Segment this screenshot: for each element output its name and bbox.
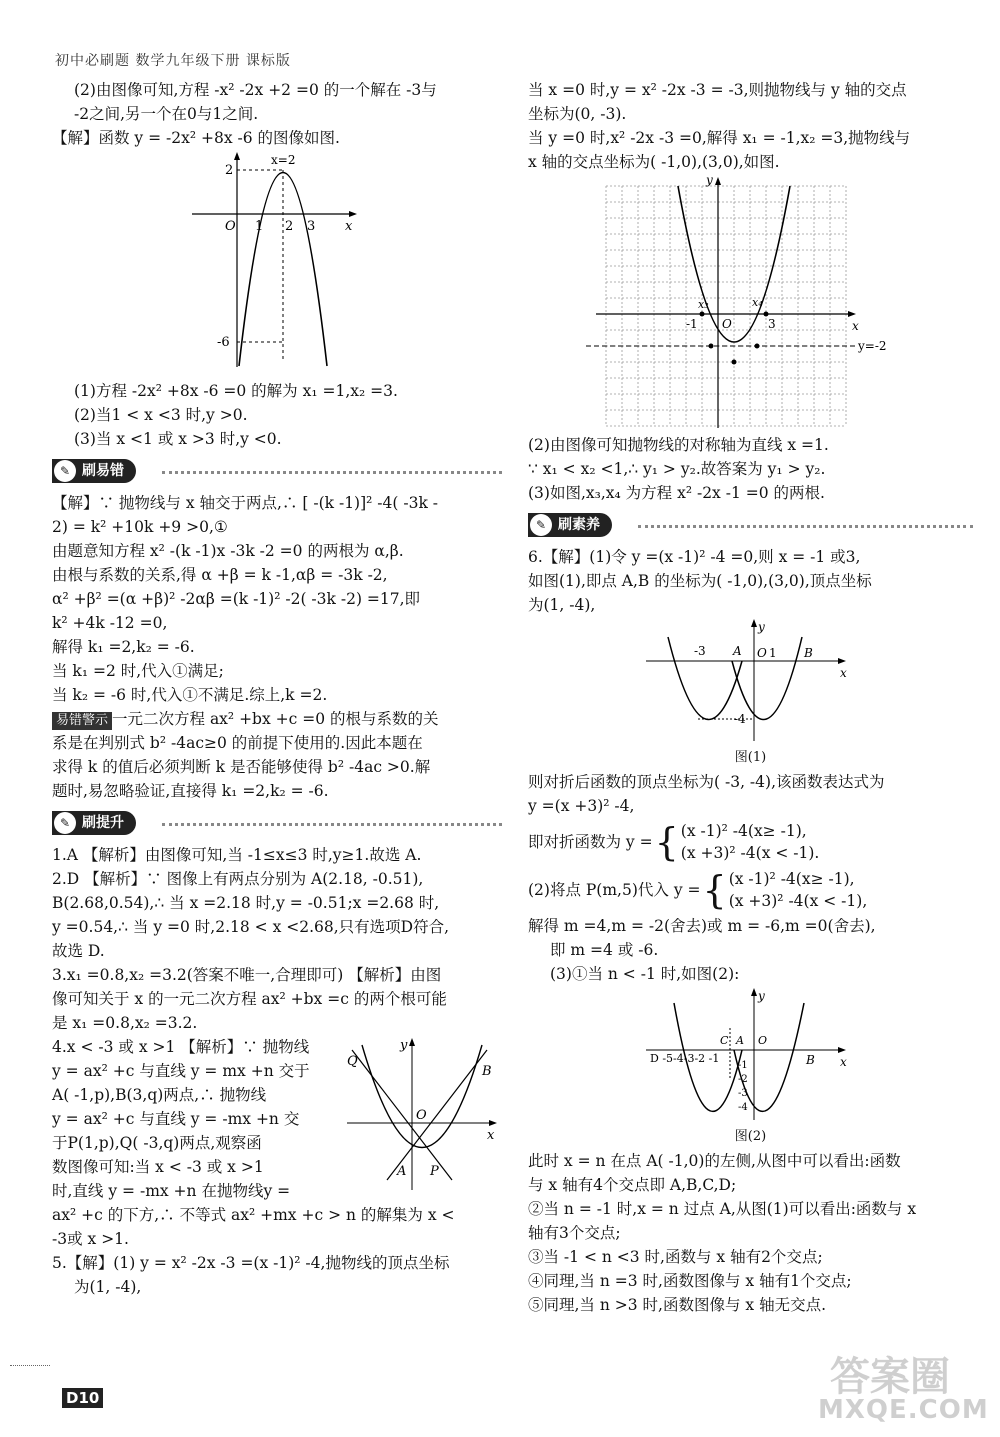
text-line: (2)将点 P(m,5)代入 y = xyxy=(528,881,701,899)
figure-fold-2 xyxy=(646,988,856,1123)
line-label: y=-2 xyxy=(857,339,887,353)
text-line: ④同理,当 n =3 时,函数图像与 x 轴有1个交点; xyxy=(528,1272,852,1290)
text-line: (2)当1 < x <3 时,y >0. xyxy=(74,406,248,424)
right-column xyxy=(528,78,973,1317)
text-line: (x +3)² -4(x < -1). xyxy=(680,844,820,862)
text-line: (x -1)² -4(x≥ -1), xyxy=(680,822,807,840)
text-line: A( -1,p),B(3,q)两点,∴ 抛物线 xyxy=(52,1086,267,1104)
text-line: 数图像可知:当 x < -3 或 x >1 xyxy=(52,1158,264,1176)
text-line: ⑤同理,当 n >3 时,函数图像与 x 轴无交点. xyxy=(528,1296,826,1314)
axis-label: y xyxy=(757,989,765,1003)
text-line: 为(1, -4), xyxy=(528,596,596,614)
figure-caption: 图(2) xyxy=(734,1129,767,1144)
tick-label: -1 xyxy=(737,1060,748,1071)
tick-label: 2 xyxy=(285,219,294,234)
origin-label: O xyxy=(225,219,236,234)
text-line: 如图(1),即点 A,B 的坐标为( -1,0),(3,0),顶点坐标 xyxy=(528,572,872,590)
point-label: C xyxy=(719,1034,728,1047)
text-line: 4.x < -3 或 x >1 【解析】∵ 抛物线 xyxy=(52,1038,310,1056)
text-line: 6.【解】(1)令 y =(x -1)² -4 =0,则 x = -1 或3, xyxy=(528,548,861,566)
text-line: 解得 k₁ =2,k₂ = -6. xyxy=(52,638,195,656)
text-line: 系是在判别式 b² -4ac≥0 的前提下使用的.因此本题在 xyxy=(52,734,423,752)
point-label: A xyxy=(732,644,742,658)
text-line: 此时 x = n 在点 A( -1,0)的左侧,从图中可以看出:函数 xyxy=(528,1152,901,1170)
text-line: y = ax² +c 与直线 y = mx +n 交于 xyxy=(52,1062,310,1080)
tick-label: -4 xyxy=(737,1102,748,1113)
text-line: 2) = k² +10k +9 >0,① xyxy=(52,518,228,536)
text-line: ③当 -1 < n <3 时,函数与 x 轴有2个交点; xyxy=(528,1248,823,1266)
text-line: 当 x =0 时,y = x² -2x -3 = -3,则抛物线与 y 轴的交点 xyxy=(528,81,907,99)
text-line: y =(x +3)² -4, xyxy=(528,797,635,815)
text-line: 是 x₁ =0.8,x₂ =3.2. xyxy=(52,1014,198,1032)
figure-q5-grid-parabola xyxy=(586,176,916,431)
axis-label: y xyxy=(400,1038,408,1053)
text-line: α² +β² =(α +β)² -2αβ =(k -1)² -2( -3k -2) =17,即 xyxy=(52,590,421,608)
left-column xyxy=(52,78,502,1299)
warning-label: 易错警示 xyxy=(52,712,112,730)
figure-q4 xyxy=(342,1035,502,1195)
text-line: (x +3)² -4(x < -1), xyxy=(728,892,868,910)
tick-label: 3 xyxy=(767,317,776,331)
section-title: 刷提升 xyxy=(82,815,124,831)
text-line: ②当 n = -1 时,x = n 过点 A,从图(1)可以看出:函数与 x xyxy=(528,1200,917,1218)
axis-label: x xyxy=(487,1128,495,1143)
tick-label: 1 xyxy=(768,646,777,660)
text-line: 时,直线 y = -mx +n 在抛物线y = xyxy=(52,1182,291,1200)
section-title: 刷素养 xyxy=(558,517,600,533)
text-line: (3)当 x <1 或 x >3 时,y <0. xyxy=(74,430,282,448)
text-line: 坐标为(0, -3). xyxy=(528,105,627,123)
text-line: 故选 D. xyxy=(52,942,105,960)
text-line: 题时,易忽略验证,直接得 k₁ =2,k₂ = -6. xyxy=(52,782,329,800)
text-line: 当 k₂ = -6 时,代入①不满足.综上,k =2. xyxy=(52,686,328,704)
sym-axis-label: x=2 xyxy=(271,153,296,167)
text-line: y = ax² +c 与直线 y = -mx +n 交 xyxy=(52,1110,300,1128)
axis-label: x xyxy=(839,1055,847,1069)
point-label: B xyxy=(805,1053,815,1067)
text-line: 解得 m =4,m = -2(舍去)或 m = -6,m =0(舍去), xyxy=(528,917,876,935)
point-label: A xyxy=(397,1164,407,1179)
text-line: (3)如图,x₃,x₄ 为方程 x² -2x -1 =0 的两根. xyxy=(528,484,825,502)
text-line: -2之间,另一个在0与1之间. xyxy=(74,105,259,123)
point-label: B xyxy=(482,1064,492,1079)
text-line: (x -1)² -4(x≥ -1), xyxy=(728,870,855,888)
page-number: D10 xyxy=(62,1388,103,1408)
section-title: 刷易错 xyxy=(82,463,124,479)
text-line: 当 y =0 时,x² -2x -3 =0,解得 x₁ = -1,x₂ =3,抛物线与 xyxy=(528,129,911,147)
origin-label: O xyxy=(721,317,732,331)
text-line: (3)①当 n < -1 时,如图(2): xyxy=(550,965,740,983)
point-label: B xyxy=(803,646,813,660)
axis-label: y xyxy=(757,620,765,634)
tick-label: 2 xyxy=(225,163,234,178)
text-line: 即对折函数为 y = xyxy=(528,833,653,851)
point-label: x₃ xyxy=(697,298,709,311)
tick-label: -3 xyxy=(693,644,706,658)
watermark-logo: 答案圈 xyxy=(830,1354,950,1400)
section-header-suyang xyxy=(528,511,973,541)
pencil-icon: ✎ xyxy=(54,812,76,834)
section-header-tisheng xyxy=(52,809,502,839)
text-line: 与 x 轴有4个交点即 A,B,C,D; xyxy=(528,1176,737,1194)
text-line: (1)方程 -2x² +8x -6 =0 的解为 x₁ =1,x₂ =3. xyxy=(74,382,398,400)
text-line: 一元二次方程 ax² +bx +c =0 的根与系数的关 xyxy=(112,710,439,728)
origin-label: O xyxy=(756,646,767,660)
text-line: 则对折后函数的顶点坐标为( -3, -4),该函数表达式为 xyxy=(528,773,885,791)
section-header-yicuo xyxy=(52,457,502,487)
text-line: 当 k₁ =2 时,代入①满足; xyxy=(52,662,224,680)
axis-label: y xyxy=(705,176,713,187)
warning-box xyxy=(52,707,502,731)
text-line: 像可知关于 x 的一元二次方程 ax² +bx =c 的两个根可能 xyxy=(52,990,447,1008)
text-line: 由根与系数的关系,得 α +β = k -1,αβ = -3k -2, xyxy=(52,566,388,584)
tick-label: -1 xyxy=(685,317,698,331)
text-line: ax² +c 的下方,∴ 不等式 ax² +mx +c > n 的解集为 x < xyxy=(52,1206,455,1224)
text-line: 轴有3个交点; xyxy=(528,1224,621,1242)
axis-label: x xyxy=(345,219,353,234)
point-label: P xyxy=(430,1164,439,1179)
text-line: (2)由图像可知抛物线的对称轴为直线 x =1. xyxy=(528,436,829,454)
text-line: 即 m =4 或 -6. xyxy=(550,941,659,959)
point-label: A xyxy=(735,1034,744,1047)
watermark-url: MXQE.COM xyxy=(818,1395,989,1425)
page-divider xyxy=(10,1365,50,1366)
text-line: 2.D 【解析】∵ 图像上有两点分别为 A(2.18, -0.51), xyxy=(52,870,424,888)
piecewise-1: 即对折函数为 y = { (x -1)² -4(x≥ -1), (x +3)² -4(x < -1). xyxy=(528,820,820,864)
text-line: 5.【解】(1) y = x² -2x -3 =(x -1)² -4,抛物线的顶点坐标 xyxy=(52,1254,450,1272)
pencil-icon: ✎ xyxy=(54,460,76,482)
text-line: B(2.68,0.54),∴ 当 x =2.18 时,y = -0.51;x =2.68 时, xyxy=(52,894,440,912)
tick-label: 3 xyxy=(307,219,316,234)
text-line: ∵ x₁ < x₂ <1,∴ y₁ > y₂.故答案为 y₁ > y₂. xyxy=(528,460,826,478)
question-7 xyxy=(52,126,502,150)
text-line: k² +4k -12 =0, xyxy=(52,614,168,632)
text-line: 3.x₁ =0.8,x₂ =3.2(答案不唯一,合理即可) 【解析】由图 xyxy=(52,966,442,984)
text-line: 【解】函数 y = -2x² +8x -6 的图像如图. xyxy=(52,129,340,147)
axis-label: x xyxy=(839,666,847,680)
origin-label: O xyxy=(757,1034,767,1047)
text-line: 为(1, -4), xyxy=(74,1278,142,1296)
tick-label: -6 xyxy=(217,335,230,350)
piecewise-2: (2)将点 P(m,5)代入 y = { (x -1)² -4(x≥ -1), (x +3)² -4(x < -1), xyxy=(528,868,868,912)
text-line: (2)由图像可知,方程 -x² -2x +2 =0 的一个解在 -3与 xyxy=(74,81,437,99)
point-label: x₄ xyxy=(751,296,763,309)
tick-label: -3 xyxy=(737,1088,748,1099)
text-line: x 轴的交点坐标为( -1,0),(3,0),如图. xyxy=(528,153,780,171)
question-4 xyxy=(52,1035,502,1203)
text-line: 求得 k 的值后必须判断 k 是否能够使得 b² -4ac >0.解 xyxy=(52,758,431,776)
axis-label: x xyxy=(851,319,859,333)
pencil-icon: ✎ xyxy=(530,514,552,536)
tick-label: -4 xyxy=(733,712,746,726)
tick-labels: D -5-4-3-2 -1 xyxy=(649,1052,719,1065)
text-line: 【解】∵ 抛物线与 x 轴交于两点,∴ [ -(k -1)]² -4( -3k - xyxy=(52,494,439,512)
text-line: 由题意知方程 x² -(k -1)x -3k -2 =0 的两根为 α,β. xyxy=(52,542,404,560)
text-line: y =0.54,∴ 当 y =0 时,2.18 < x <2.68,只有选项D符合, xyxy=(52,918,450,936)
text-line: -3或 x >1. xyxy=(52,1230,129,1248)
figure-caption: 图(1) xyxy=(734,750,767,765)
tick-label: -2 xyxy=(737,1074,748,1085)
tick-label: 1 xyxy=(255,219,264,234)
text-line: 于P(1,p),Q( -3,q)两点,观察函 xyxy=(52,1134,262,1152)
origin-label: O xyxy=(416,1108,427,1123)
figure-q7-parabola xyxy=(187,152,367,377)
point-label: Q xyxy=(347,1054,358,1069)
text-line: 1.A 【解析】由图像可知,当 -1≤x≤3 时,y≥1.故选 A. xyxy=(52,846,422,864)
page-header: 初中必刷题 数学九年级下册 课标版 xyxy=(55,53,291,69)
figure-fold-1 xyxy=(646,619,856,744)
